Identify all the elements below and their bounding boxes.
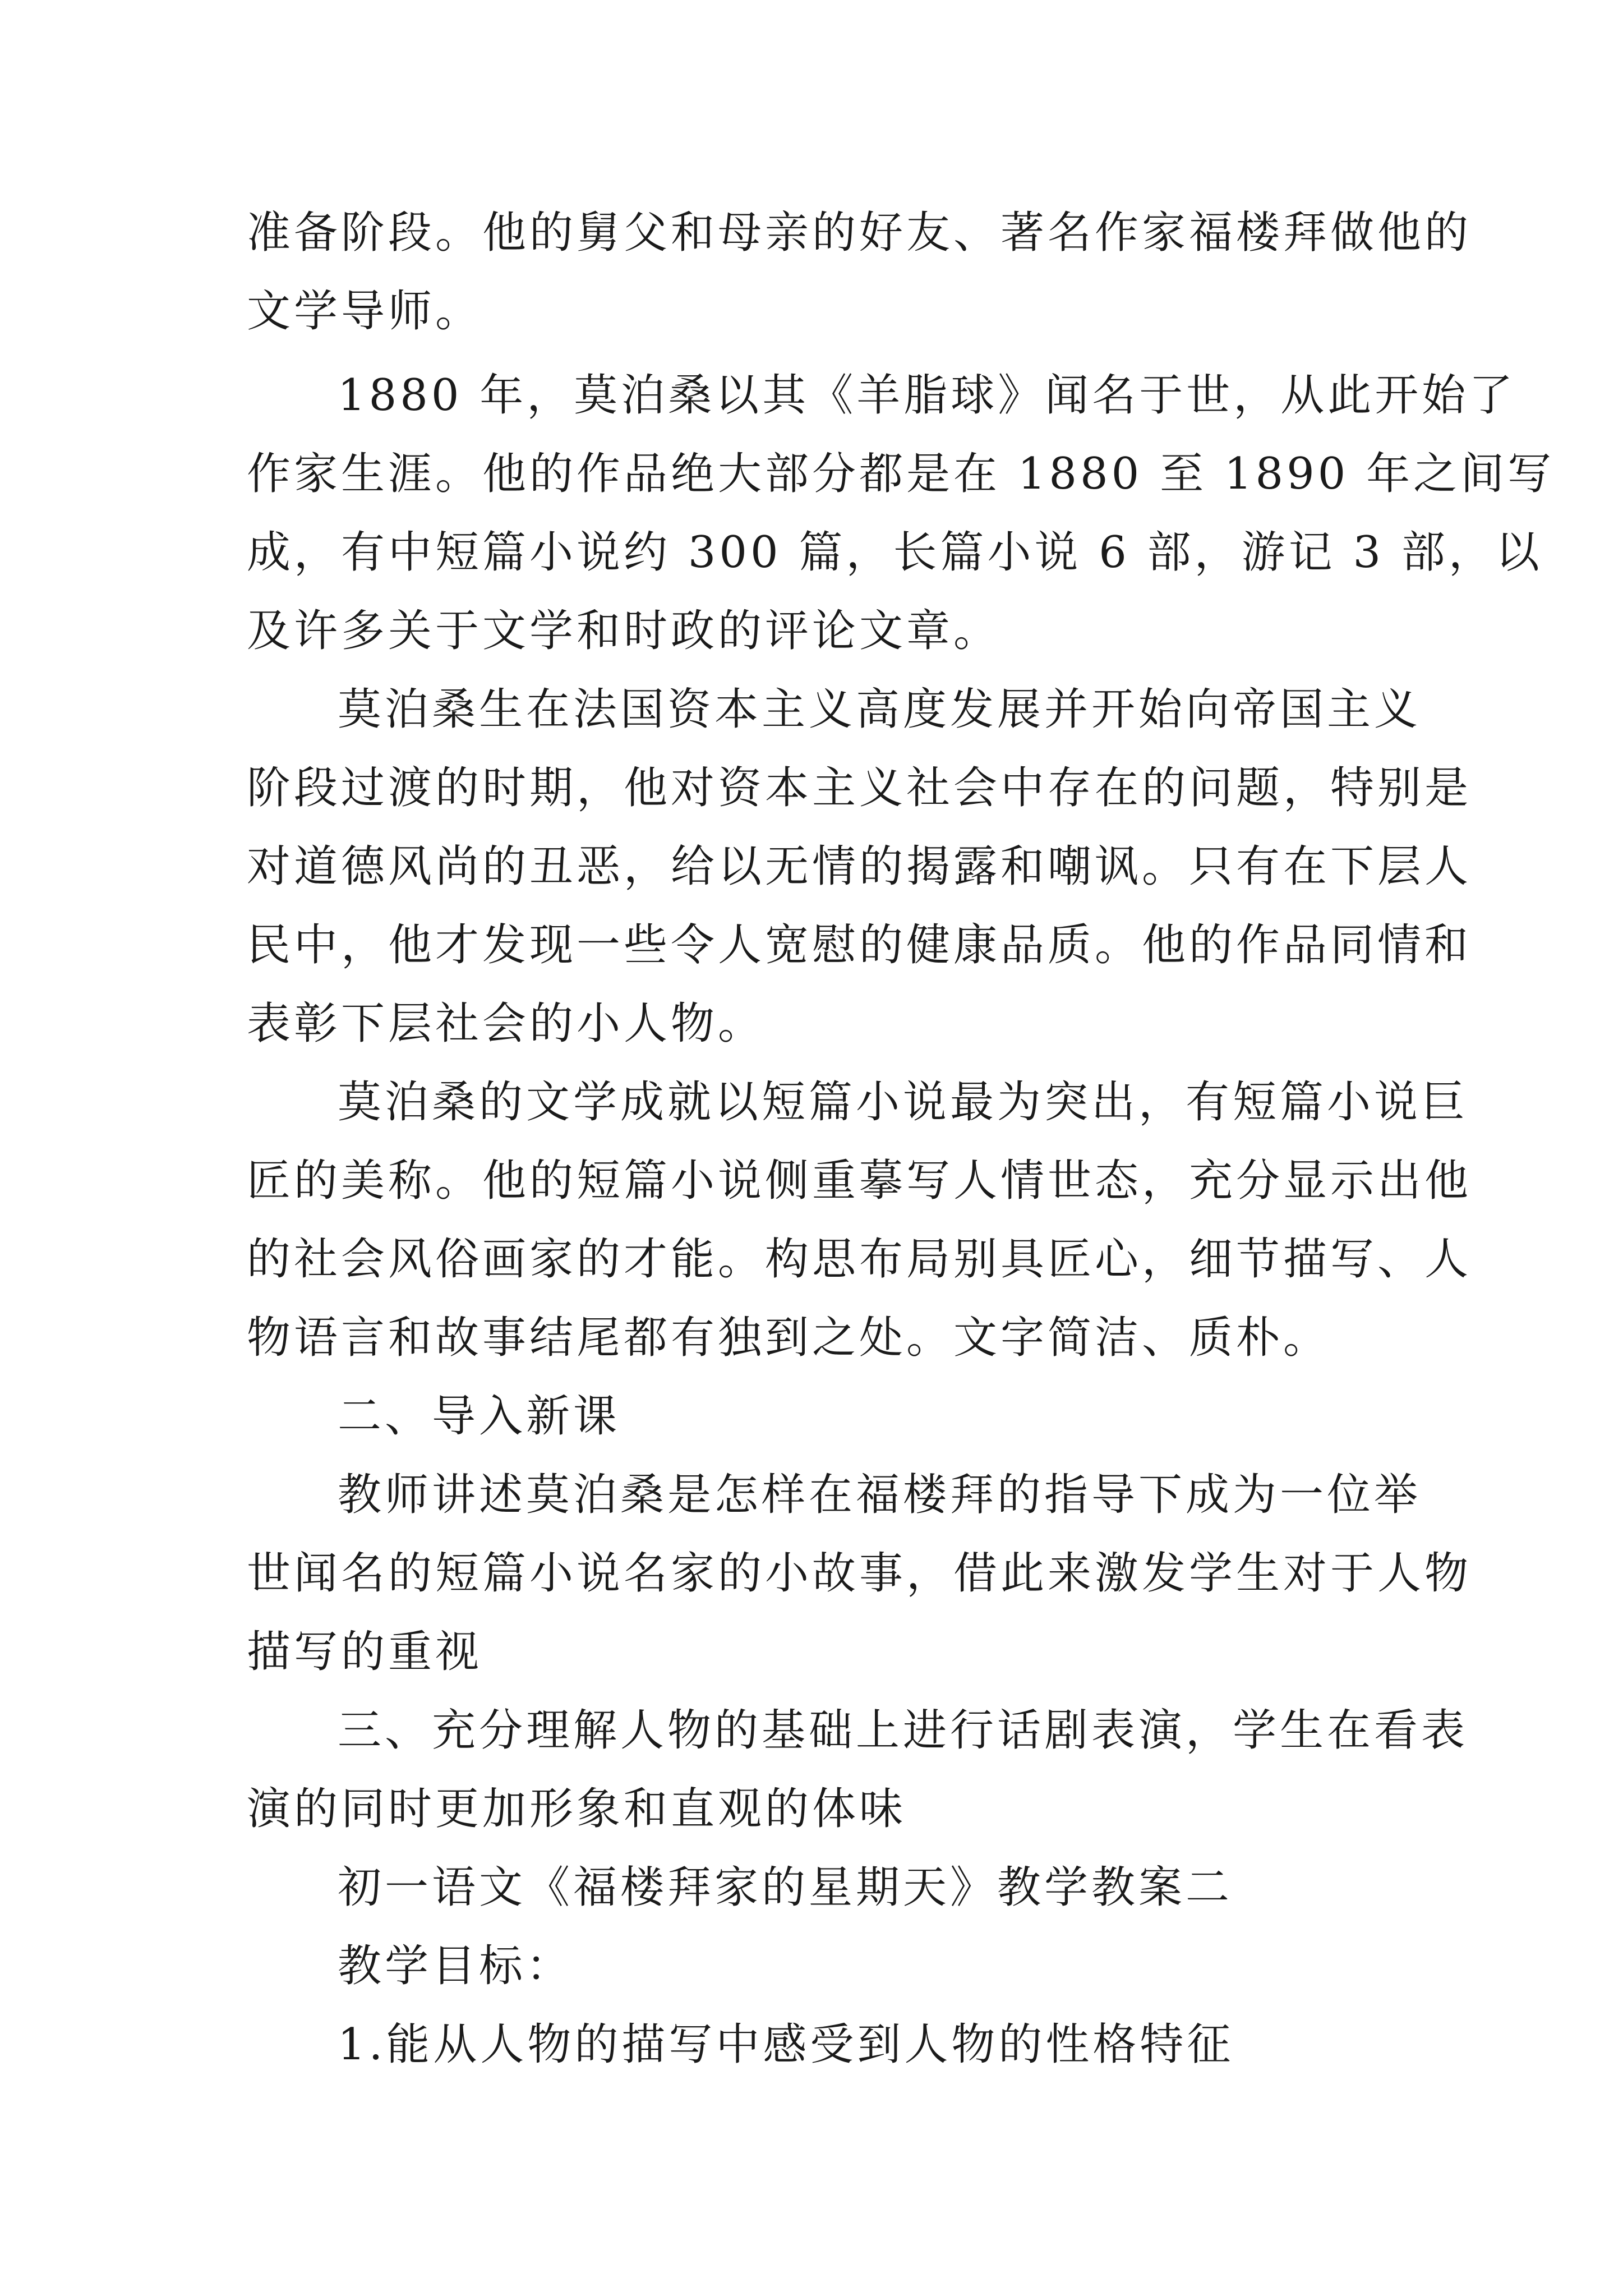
text-line: 作家生涯。他的作品绝大部分都是在 1880 至 1890 年之间写 xyxy=(247,449,1555,499)
text-line: 阶段过渡的时期，他对资本主义社会中存在的问题，特别是 xyxy=(247,763,1472,813)
text-line: 世闻名的短篇小说名家的小故事，借此来激发学生对于人物 xyxy=(247,1548,1472,1599)
section-heading: 二、导入新课 xyxy=(338,1391,621,1442)
text-line: 物语言和故事结尾都有独到之处。文字简洁、质朴。 xyxy=(247,1313,1331,1363)
text-line: 成，有中短篇小说约 300 篇，长篇小说 6 部，游记 3 部，以 xyxy=(247,527,1543,578)
text-line: 的社会风俗画家的才能。构思布局别具匠心，细节描写、人 xyxy=(247,1234,1472,1285)
document-title: 初一语文《福楼拜家的星期天》教学教案二 xyxy=(338,1862,1233,1913)
section-heading: 三、充分理解人物的基础上进行话剧表演，学生在看表 xyxy=(338,1705,1469,1756)
text-line: 演的同时更加形象和直观的体味 xyxy=(247,1784,907,1834)
text-line: 表彰下层社会的小人物。 xyxy=(247,999,766,1049)
list-item: 1.能从人物的描写中感受到人物的性格特征 xyxy=(338,2019,1234,2070)
text-line: 莫泊桑生在法国资本主义高度发展并开始向帝国主义 xyxy=(338,684,1422,735)
text-line: 对道德风尚的丑恶，给以无情的揭露和嘲讽。只有在下层人 xyxy=(247,841,1472,892)
section-heading: 教学目标： xyxy=(338,1941,574,1991)
text-line: 文学导师。 xyxy=(247,286,483,337)
text-line: 描写的重视 xyxy=(247,1627,483,1677)
text-line: 民中，他才发现一些令人宽慰的健康品质。他的作品同情和 xyxy=(247,920,1472,970)
text-line: 1880 年，莫泊桑以其《羊脂球》闻名于世，从此开始了 xyxy=(338,370,1516,421)
text-line: 匠的美称。他的短篇小说侧重摹写人情世态，充分显示出他 xyxy=(247,1156,1472,1206)
text-line: 准备阶段。他的舅父和母亲的好友、著名作家福楼拜做他的 xyxy=(247,208,1472,258)
text-line: 及许多关于文学和时政的评论文章。 xyxy=(247,606,1001,656)
text-line: 教师讲述莫泊桑是怎样在福楼拜的指导下成为一位举 xyxy=(338,1470,1422,1520)
text-line: 莫泊桑的文学成就以短篇小说最为突出，有短篇小说巨 xyxy=(338,1077,1469,1128)
